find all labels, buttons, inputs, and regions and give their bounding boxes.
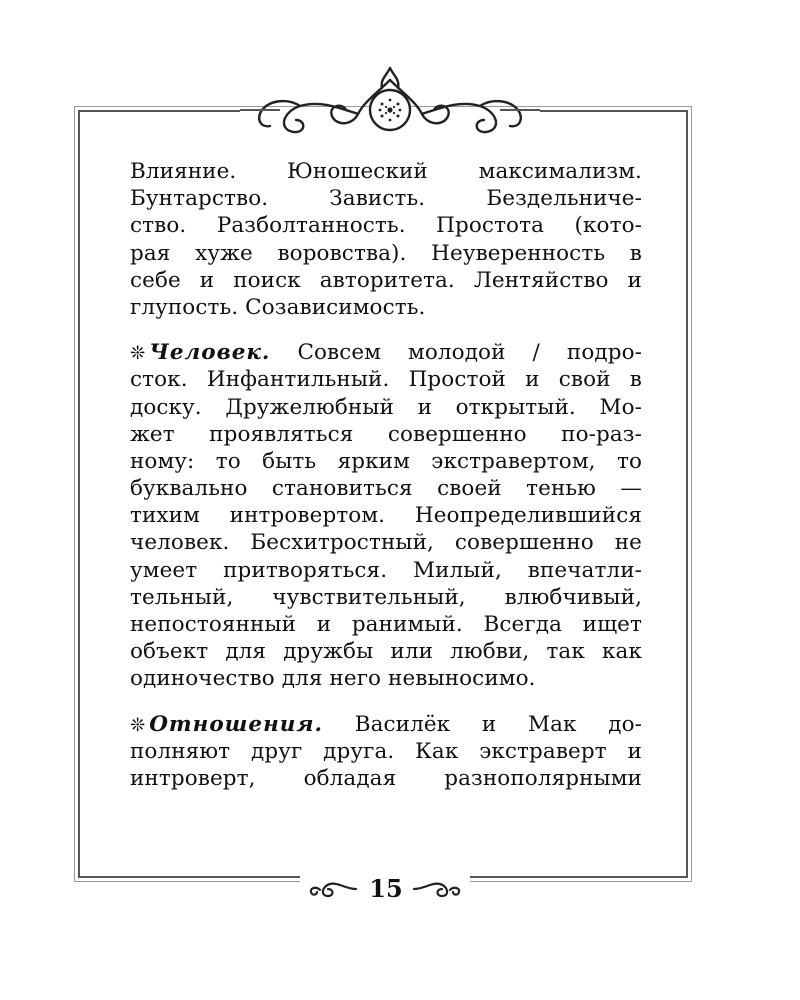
text-line: тельный, чувствительный, влюбчивый,	[130, 584, 642, 610]
text-line: себе и поиск авторитета. Лентяйство и	[130, 267, 642, 293]
section-heading-relations: Отношения.	[149, 711, 324, 737]
scroll-ornament-icon	[240, 58, 540, 148]
flower-bullet-icon: ❊	[130, 343, 146, 365]
text-line	[130, 711, 642, 738]
page-number: 15	[369, 874, 403, 903]
text-line: жет проявляться совершенно по-раз-	[130, 421, 642, 447]
text-line: ному: то быть ярким экстравертом, то	[130, 448, 642, 474]
text-line: Влияние. Юношеский максимализм.	[130, 159, 642, 184]
intro-paragraph	[130, 158, 642, 321]
text-line: интроверт, обладая разнополярными	[130, 765, 642, 791]
swirl-left-icon	[308, 878, 358, 900]
text-line: глупость. Созависимость.	[130, 294, 426, 320]
text-line: ство. Разболтанность. Простота (кото-	[130, 213, 642, 239]
page-footer	[300, 868, 470, 908]
text-line: буквально становиться своей тенью —	[130, 476, 642, 502]
text-line: рая хуже воровства). Неуверенность в	[130, 240, 642, 266]
swirl-right-icon	[412, 878, 462, 900]
section-heading-person: Человек.	[149, 340, 271, 366]
page-body	[130, 158, 642, 792]
person-paragraph	[130, 339, 642, 692]
text-fragment: Совсем молодой / подро-	[270, 340, 642, 366]
text-line: доску. Дружелюбный и открытый. Мо-	[130, 394, 642, 420]
text-line	[130, 339, 642, 366]
text-line: человек. Бесхитростный, совершенно не	[130, 530, 642, 556]
text-line: одиночество для него невыносимо.	[130, 666, 536, 692]
relations-paragraph	[130, 711, 642, 793]
text-line: Бунтарство. Зависть. Бездельниче-	[130, 186, 642, 212]
text-line: сток. Инфантильный. Простой и свой в	[130, 367, 642, 393]
text-fragment: Василёк и Мак до-	[323, 711, 642, 737]
text-line: полняют друг друга. Как экстраверт и	[130, 738, 642, 764]
text-line: объект для дружбы или любви, так как	[130, 639, 642, 665]
text-line: тихим интровертом. Неопределившийся	[130, 503, 642, 529]
text-line: непостоянный и ранимый. Всегда ищет	[130, 612, 642, 637]
flower-bullet-icon: ❊	[130, 714, 146, 736]
text-line: умеет притворяться. Милый, впечатли-	[130, 557, 642, 583]
